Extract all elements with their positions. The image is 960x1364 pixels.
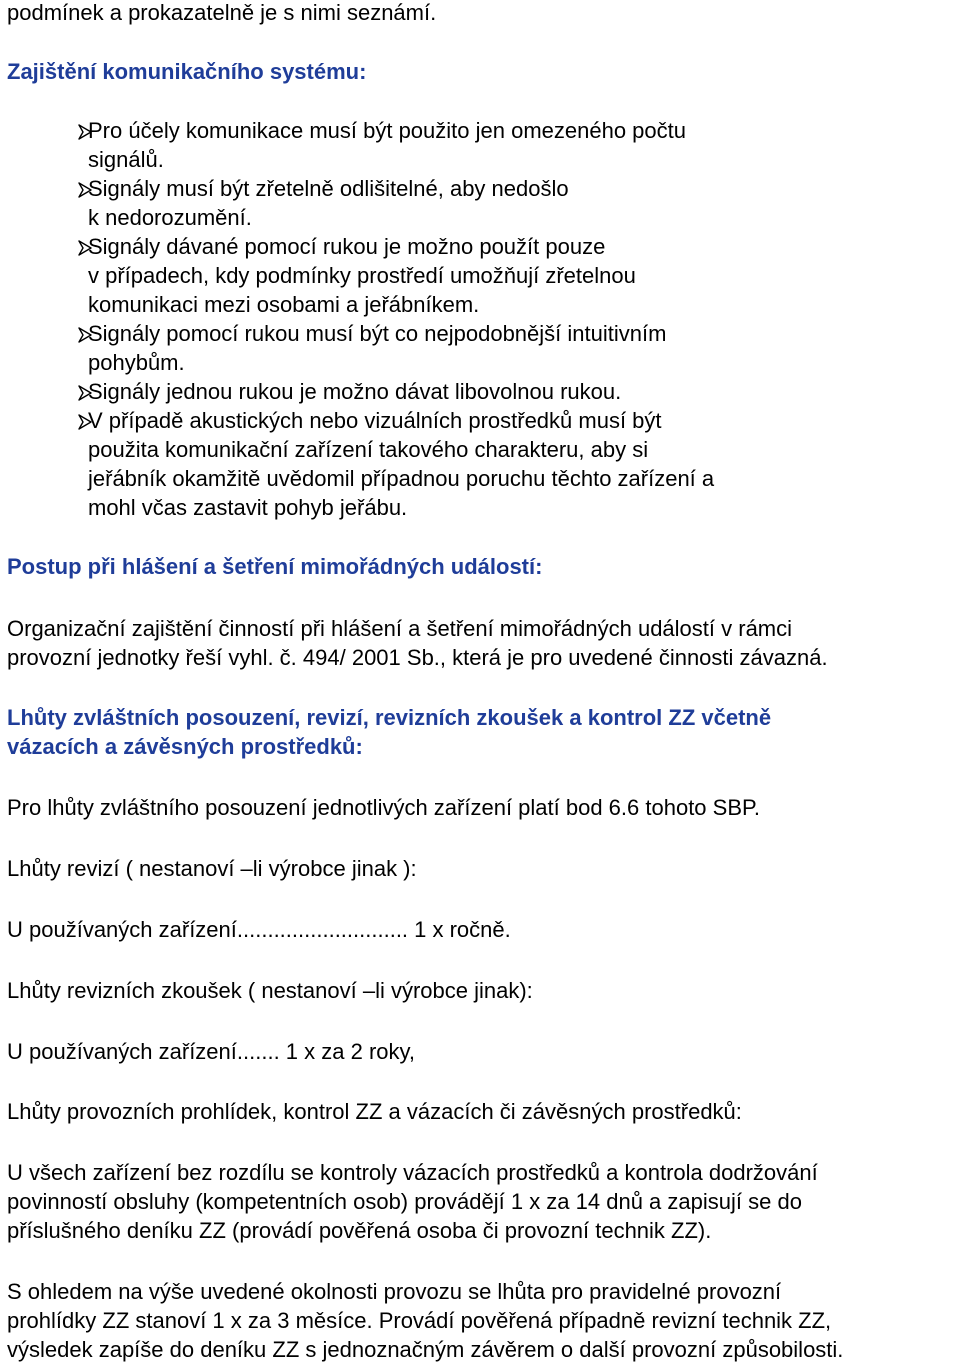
intro-line: podmínek a prokazatelně je s nimi seznámí. bbox=[7, 0, 437, 25]
bullet-item-text: komunikaci mezi osobami a jeřábníkem. bbox=[88, 292, 480, 317]
inspection-paragraph-line: U všech zařízení bez rozdílu se kontroly vázacích prostředků a kontrola dodržování bbox=[7, 1160, 818, 1185]
bullet-item-text: Signály jednou rukou je možno dávat libovolnou rukou. bbox=[88, 379, 622, 404]
bullet-item-text: jeřábník okamžitě uvědomil případnou poruchu těchto zařízení a bbox=[88, 466, 715, 491]
revision-deadlines-label: Lhůty revizí ( nestanoví –li výrobce jinak ): bbox=[7, 856, 417, 881]
inspection-paragraph-line: příslušného deníku ZZ (provádí pověřená osoba či provozní technik ZZ). bbox=[7, 1218, 712, 1243]
bullet-item-text: Signály musí být zřetelně odlišitelné, aby nedošlo bbox=[88, 176, 569, 201]
heading-communication: Zajištění komunikačního systému: bbox=[7, 59, 367, 84]
bullet-item-text: signálů. bbox=[88, 147, 164, 172]
incidents-paragraph-line: provozní jednotky řeší vyhl. č. 494/ 2001 Sb., která je pro uvedené činnosti závazná. bbox=[7, 645, 828, 670]
bullet-item-text: Signály dávané pomocí rukou je možno použít pouze bbox=[88, 234, 606, 259]
revision-test-deadlines-label: Lhůty revizních zkoušek ( nestanoví –li výrobce jinak): bbox=[7, 978, 533, 1003]
heading-incidents: Postup při hlášení a šetření mimořádných událostí: bbox=[7, 554, 543, 579]
incidents-paragraph-line: Organizační zajištění činností při hlášení a šetření mimořádných událostí v rámci bbox=[7, 616, 793, 641]
operation-paragraph-line: S ohledem na výše uvedené okolnosti provozu se lhůta pro pravidelné provozní bbox=[7, 1279, 782, 1304]
special-assessment-paragraph: Pro lhůty zvláštního posouzení jednotlivých zařízení platí bod 6.6 tohoto SBP. bbox=[7, 795, 760, 820]
inspection-deadlines-label: Lhůty provozních prohlídek, kontrol ZZ a vázacích či závěsných prostředků: bbox=[7, 1099, 742, 1124]
bullet-item-text: k nedorozumění. bbox=[88, 205, 252, 230]
bullet-item-text: V případě akustických nebo vizuálních prostředků musí být bbox=[88, 408, 662, 433]
bullet-item-text: Pro účely komunikace musí být použito jen omezeného počtu bbox=[88, 118, 686, 143]
bullet-item-text: mohl včas zastavit pohyb jeřábu. bbox=[88, 495, 408, 520]
bullet-item-text: Signály pomocí rukou musí být co nejpodobnější intuitivním bbox=[88, 321, 667, 346]
operation-paragraph-line: výsledek zapíše do deníku ZZ s jednoznačným závěrem o další provozní způsobilosti. bbox=[7, 1337, 844, 1362]
heading-deadlines: Lhůty zvláštních posouzení, revizí, revizních zkoušek a kontrol ZZ včetně bbox=[7, 705, 772, 730]
revision-test-deadline-value: U používaných zařízení....... 1 x za 2 roky, bbox=[7, 1039, 415, 1064]
bullet-item-text: použita komunikační zařízení takového charakteru, aby si bbox=[88, 437, 649, 462]
bullet-item-text: pohybům. bbox=[88, 350, 185, 375]
operation-paragraph-line: prohlídky ZZ stanoví 1 x za 3 měsíce. Provádí pověřená případně revizní technik ZZ, bbox=[7, 1308, 832, 1333]
heading-deadlines-cont: vázacích a závěsných prostředků: bbox=[7, 734, 363, 759]
bullet-item-text: v případech, kdy podmínky prostředí umožňují zřetelnou bbox=[88, 263, 636, 288]
revision-deadline-value: U používaných zařízení............................ 1 x ročně. bbox=[7, 917, 511, 942]
inspection-paragraph-line: povinností obsluhy (kompetentních osob) provádějí 1 x za 14 dnů a zapisují se do bbox=[7, 1189, 802, 1214]
